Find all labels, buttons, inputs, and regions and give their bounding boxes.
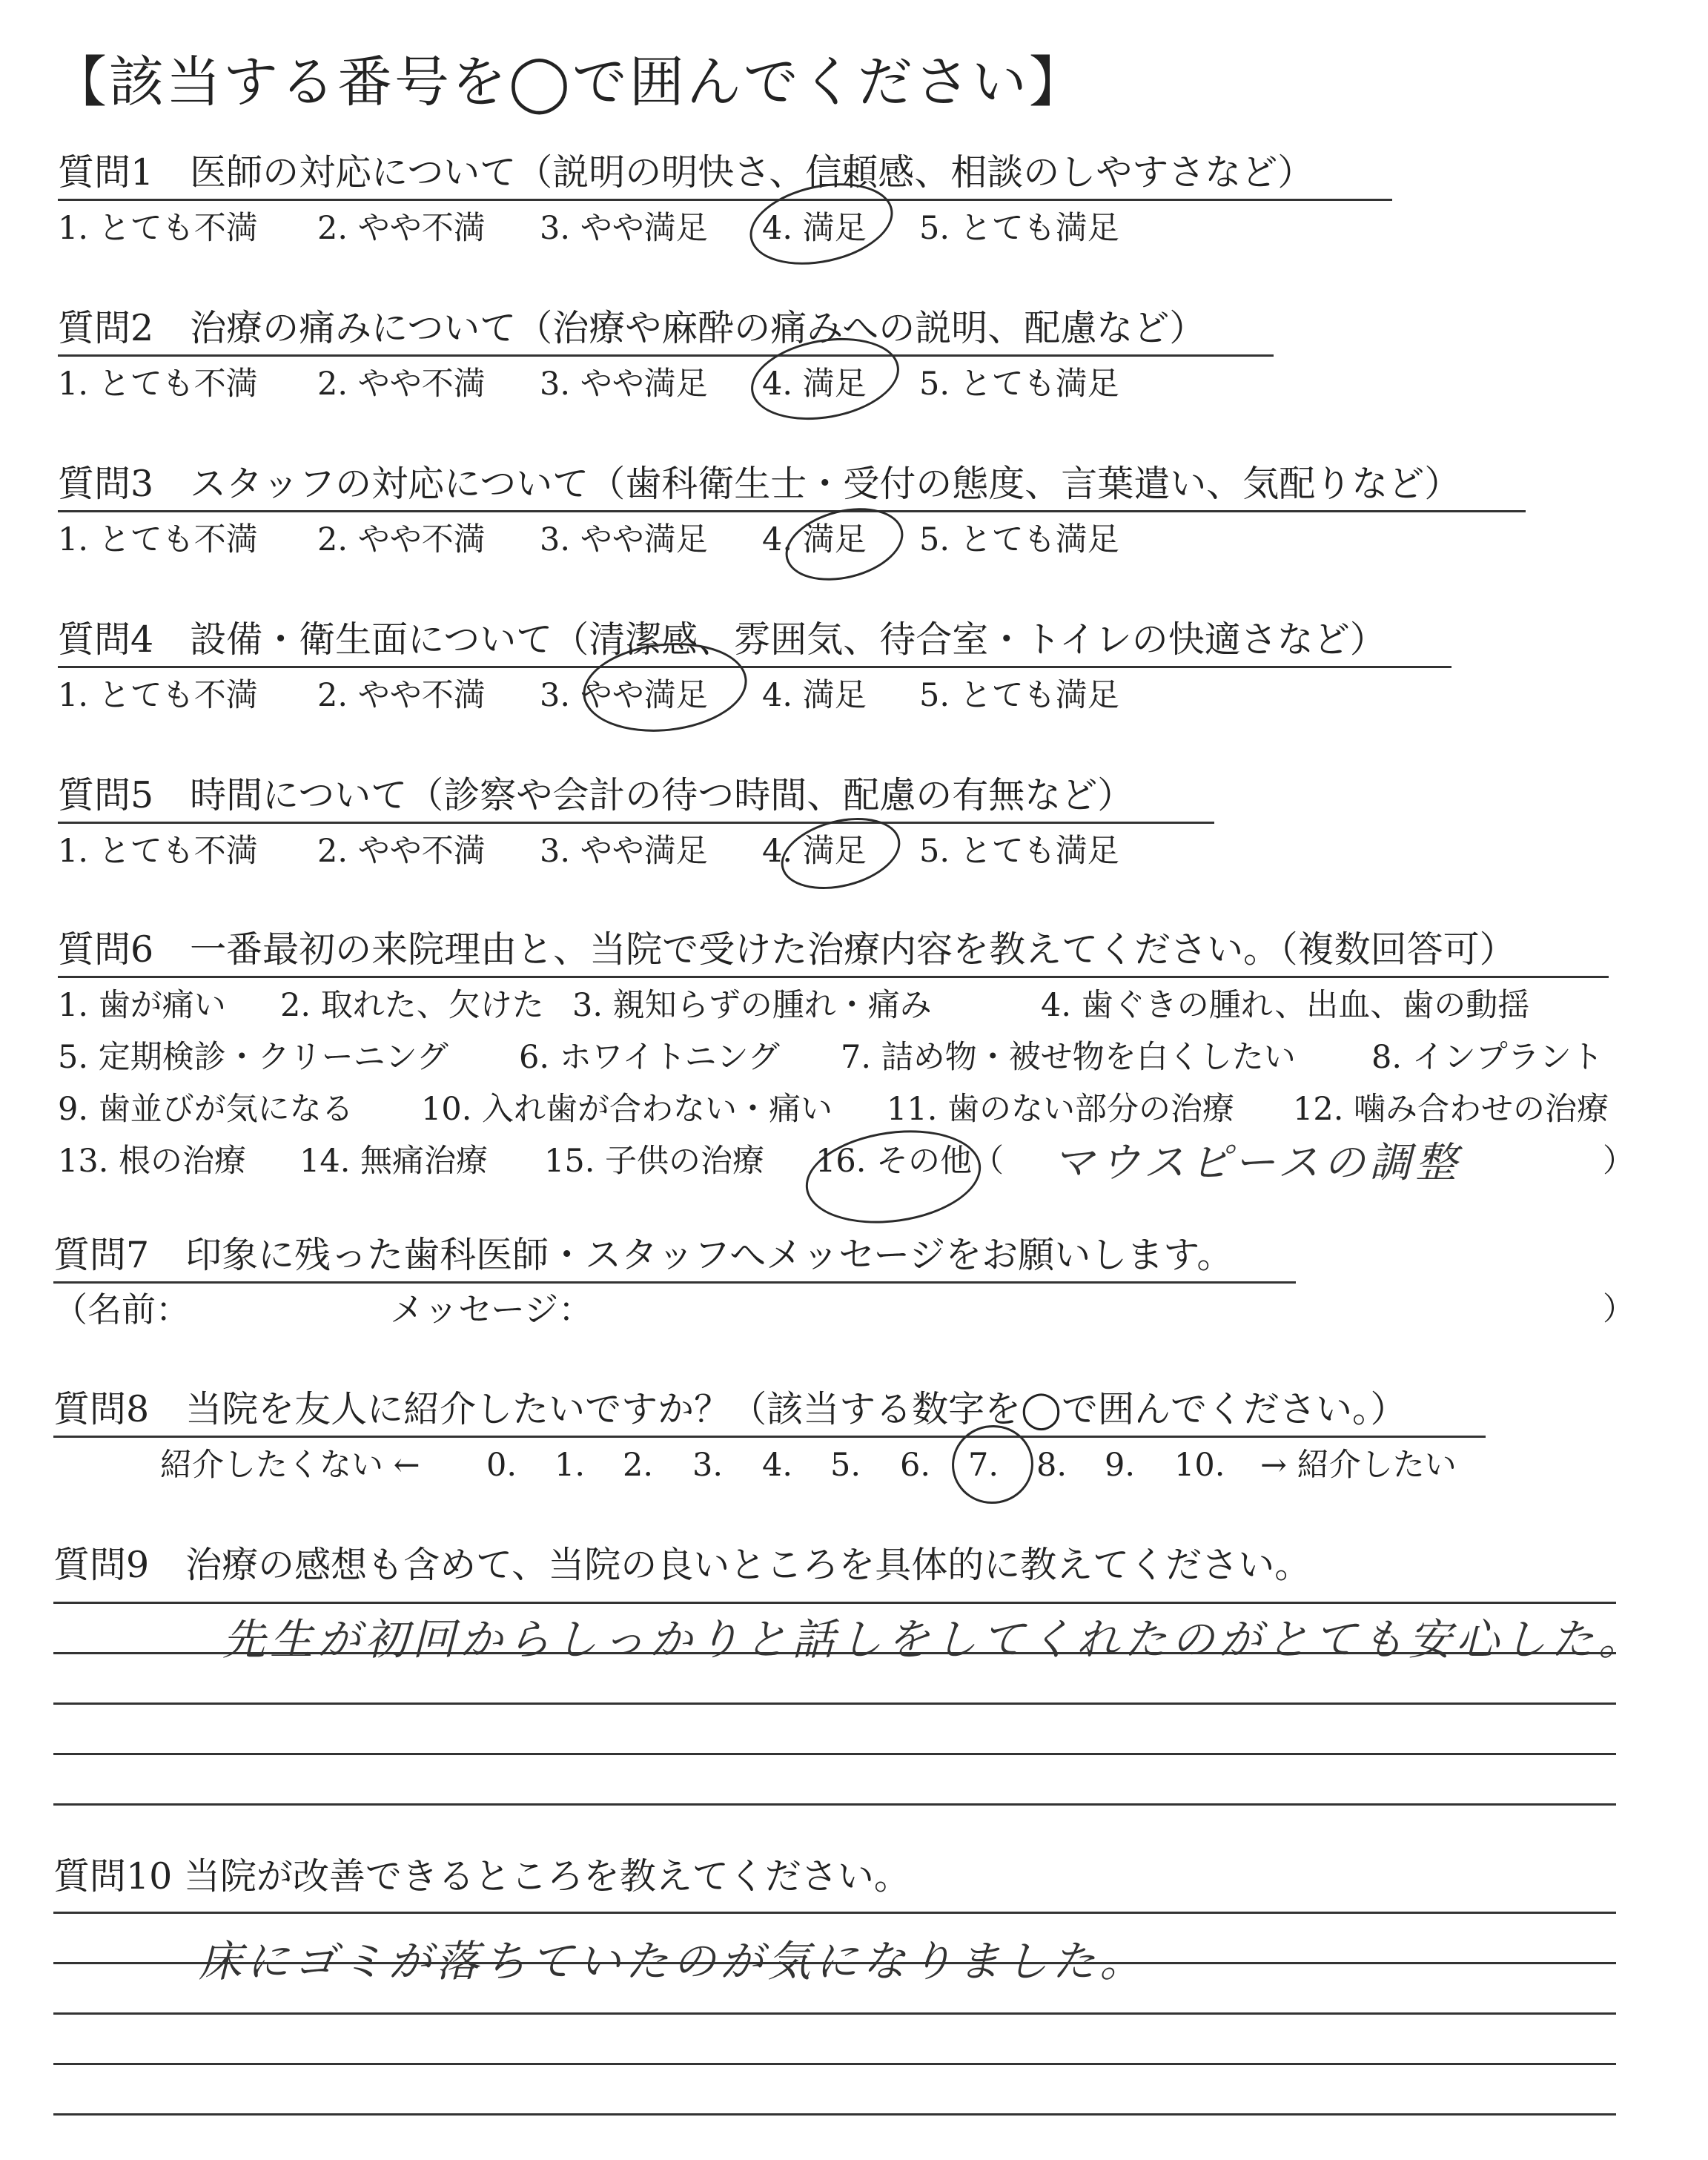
- page-title: 【該当する番号を◯で囲んでください】: [52, 50, 1086, 114]
- q8-scale-3[interactable]: 3.: [692, 1447, 724, 1484]
- q5-option-2[interactable]: 2. やや不満: [317, 833, 486, 870]
- q4-option-1[interactable]: 1. とても不満: [58, 677, 258, 714]
- question-4-underline: [58, 666, 1452, 668]
- q8-scale-0[interactable]: 0.: [486, 1447, 517, 1484]
- q8-scale-4[interactable]: 4.: [762, 1447, 793, 1484]
- q6-option-11[interactable]: 11. 歯のない部分の治療: [887, 1091, 1235, 1128]
- q2-option-2[interactable]: 2. やや不満: [317, 366, 486, 403]
- q6-option-4[interactable]: 4. 歯ぐきの腫れ、出血、歯の動揺: [1041, 987, 1530, 1024]
- q5-option-1[interactable]: 1. とても不満: [58, 833, 258, 870]
- q6-option-14[interactable]: 14. 無痛治療: [299, 1143, 489, 1180]
- q5-option-3[interactable]: 3. やや満足: [540, 833, 708, 870]
- q6-option-5[interactable]: 5. 定期検診・クリーニング: [58, 1039, 448, 1076]
- question-6-label: 質問6 一番最初の来院理由と、当院で受けた治療内容を教えてください。（複数回答可）: [58, 928, 1516, 971]
- question-8-label: 質問8 当院を友人に紹介したいですか？（該当する数字を◯で囲んでください。）: [53, 1388, 1407, 1430]
- q6-option-16[interactable]: 16. その他（: [815, 1143, 1004, 1180]
- q10-answer-line-1: [53, 1912, 1616, 1914]
- q6-option-9[interactable]: 9. 歯並びが気になる: [58, 1091, 354, 1128]
- question-3-label: 質問3 スタッフの対応について（歯科衛生士・受付の態度、言葉遣い、気配りなど）: [58, 463, 1461, 505]
- q4-option-4[interactable]: 4. 満足: [762, 677, 867, 714]
- q6-option-8[interactable]: 8. インプラント: [1371, 1039, 1603, 1076]
- q10-answer-line-3: [53, 2012, 1616, 2015]
- q9-answer-line-1: [53, 1602, 1616, 1604]
- question-7-label: 質問7 印象に残った歯科医師・スタッフへメッセージをお願いします。: [53, 1234, 1234, 1276]
- q6-selection-circle: [800, 1120, 987, 1234]
- q8-left-label: 紹介したくない ←: [160, 1447, 420, 1484]
- q2-option-4[interactable]: 4. 満足: [762, 366, 867, 403]
- q8-scale-6[interactable]: 6.: [900, 1447, 931, 1484]
- question-1-label: 質問1 医師の対応について（説明の明快さ、信頼感、相談のしやすさなど）: [58, 151, 1314, 194]
- question-4-label: 質問4 設備・衛生面について（清潔感、雰囲気、待合室・トイレの快適さなど）: [58, 618, 1386, 661]
- q8-scale-2[interactable]: 2.: [623, 1447, 654, 1484]
- q4-option-2[interactable]: 2. やや不満: [317, 677, 486, 714]
- q10-answer-line-4: [53, 2063, 1616, 2065]
- question-3-underline: [58, 510, 1526, 512]
- q7-message-label: メッセージ：: [390, 1289, 593, 1330]
- q2-option-5[interactable]: 5. とても満足: [919, 366, 1119, 403]
- q1-option-4[interactable]: 4. 満足: [762, 210, 867, 247]
- question-1-underline: [58, 199, 1392, 201]
- q10-answer-line-5: [53, 2113, 1616, 2116]
- q5-option-4[interactable]: 4. 満足: [762, 833, 867, 870]
- question-8-underline: [53, 1436, 1486, 1438]
- q9-handwritten-answer: 先生が初回からしっかりと話しをしてくれたのがとても安心した。: [222, 1614, 1646, 1665]
- q8-scale-7[interactable]: 7.: [968, 1447, 999, 1484]
- q6-option-15[interactable]: 15. 子供の治療: [544, 1143, 765, 1180]
- q5-selection-circle: [774, 806, 908, 900]
- q3-option-2[interactable]: 2. やや不満: [317, 521, 486, 558]
- q10-handwritten-answer: 床にゴミが落ちていたのが気になりました。: [199, 1936, 1148, 1986]
- q8-scale-5[interactable]: 5.: [830, 1447, 861, 1484]
- q6-option-7[interactable]: 7. 詰め物・被せ物を白くしたい: [841, 1039, 1296, 1076]
- q6-option-6[interactable]: 6. ホワイトニング: [519, 1039, 780, 1076]
- q1-option-1[interactable]: 1. とても不満: [58, 210, 258, 247]
- question-2-label: 質問2 治療の痛みについて（治療や麻酔の痛みへの説明、配慮など）: [58, 307, 1206, 349]
- q1-option-5[interactable]: 5. とても満足: [919, 210, 1119, 247]
- q4-option-3[interactable]: 3. やや満足: [540, 677, 708, 714]
- question-2-underline: [58, 354, 1274, 357]
- q4-option-5[interactable]: 5. とても満足: [919, 677, 1119, 714]
- q7-name-label: （名前：: [53, 1289, 190, 1330]
- q1-option-3[interactable]: 3. やや満足: [540, 210, 708, 247]
- q6-option-1[interactable]: 1. 歯が痛い: [58, 987, 226, 1024]
- q6-option-2[interactable]: 2. 取れた、欠けた: [280, 987, 544, 1024]
- q9-answer-line-3: [53, 1702, 1616, 1705]
- q6-option-3[interactable]: 3. 親知らずの腫れ・痛み: [572, 987, 932, 1024]
- q9-answer-line-5: [53, 1803, 1616, 1806]
- question-5-underline: [58, 822, 1214, 824]
- question-5-label: 質問5 時間について（診察や会計の待つ時間、配慮の有無など）: [58, 774, 1134, 816]
- question-10-label: 質問10 当院が改善できるところを教えてください。: [53, 1855, 910, 1898]
- q8-scale-9[interactable]: 9.: [1105, 1447, 1136, 1484]
- question-7-underline: [53, 1281, 1296, 1284]
- q6-option-12[interactable]: 12. 噛み合わせの治療: [1293, 1091, 1609, 1128]
- question-9-label: 質問9 治療の感想も含めて、当院の良いところを具体的に教えてください。: [53, 1544, 1311, 1586]
- q2-option-3[interactable]: 3. やや満足: [540, 366, 708, 403]
- q3-option-5[interactable]: 5. とても満足: [919, 521, 1119, 558]
- q3-option-3[interactable]: 3. やや満足: [540, 521, 708, 558]
- q2-option-1[interactable]: 1. とても不満: [58, 366, 258, 403]
- q1-option-2[interactable]: 2. やや不満: [317, 210, 486, 247]
- q6-other-handwritten: マウスピースの調整: [1053, 1139, 1462, 1187]
- q6-other-close-paren: ）: [1603, 1143, 1635, 1180]
- q8-scale-10[interactable]: 10.: [1174, 1447, 1225, 1484]
- q8-scale-1[interactable]: 1.: [555, 1447, 586, 1484]
- q7-close-paren: ）: [1603, 1291, 1635, 1328]
- q6-option-13[interactable]: 13. 根の治療: [58, 1143, 247, 1180]
- q9-answer-line-4: [53, 1753, 1616, 1755]
- q8-scale-8[interactable]: 8.: [1036, 1447, 1068, 1484]
- q5-option-5[interactable]: 5. とても満足: [919, 833, 1119, 870]
- q6-option-10[interactable]: 10. 入れ歯が合わない・痛い: [421, 1091, 833, 1128]
- q8-right-label: → 紹介したい: [1260, 1447, 1457, 1484]
- q3-option-1[interactable]: 1. とても不満: [58, 521, 258, 558]
- question-6-underline: [58, 976, 1609, 978]
- q3-option-4[interactable]: 4. 満足: [762, 521, 867, 558]
